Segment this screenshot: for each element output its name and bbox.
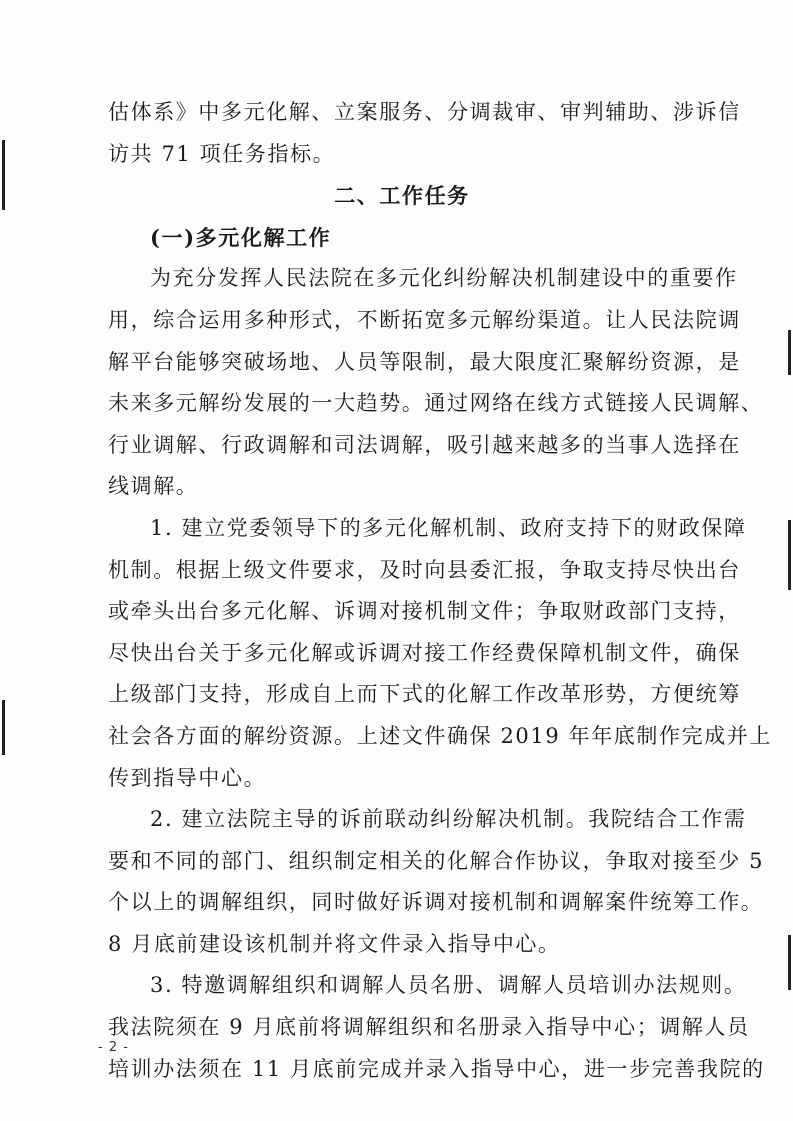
body-line: 个以上的调解组织，同时做好诉调对接机制和调解案件统筹工作。 bbox=[108, 890, 764, 915]
body-line: 要和不同的部门、组织制定相关的化解合作协议，争取对接至少 5 bbox=[108, 848, 765, 873]
scan-edge-left-2 bbox=[2, 700, 5, 755]
body-line: 我法院须在 9 月底前将调解组织和名册录入指导中心；调解人员 bbox=[108, 1015, 750, 1040]
body-line: 或牵头出台多元化解、诉调对接机制文件；争取财政部门支持， bbox=[108, 599, 741, 624]
body-line: 上级部门支持，形成自上而下式的化解工作改革形势，方便统筹 bbox=[108, 682, 741, 707]
scan-edge-right-2 bbox=[788, 520, 791, 590]
paragraph-first-line: 3. 特邀调解组织和调解人员名册、调解人员培训办法规则。 bbox=[150, 973, 747, 998]
body-line: 尽快出台关于多元化解或诉调对接工作经费保障机制文件，确保 bbox=[108, 640, 741, 665]
subsection-heading: (一)多元化解工作 bbox=[150, 224, 332, 250]
paragraph-first-line: 2. 建立法院主导的诉前联动纠纷解决机制。我院结合工作需 bbox=[150, 807, 747, 832]
scan-edge-right-1 bbox=[788, 330, 791, 375]
body-line: 机制。根据上级文件要求，及时向县委汇报，争取支持尽快出台 bbox=[108, 557, 741, 582]
body-line: 未来多元解纷发展的一大趋势。通过网络在线方式链接人民调解、 bbox=[108, 391, 764, 416]
scan-edge-left-1 bbox=[2, 140, 5, 210]
body-line: 8 月底前建设该机制并将文件录入指导中心。 bbox=[108, 931, 561, 956]
body-line: 访共 71 项任务指标。 bbox=[108, 141, 336, 166]
paragraph-first-line: 1. 建立党委领导下的多元化解机制、政府支持下的财政保障 bbox=[150, 515, 747, 540]
body-line: 培训办法须在 11 月底前完成并录入指导中心，进一步完善我院的 bbox=[108, 1056, 765, 1081]
scan-edge-right-3 bbox=[788, 935, 791, 990]
body-line: 估体系》中多元化解、立案服务、分调裁审、审判辅助、涉诉信 bbox=[108, 100, 741, 124]
document-body bbox=[108, 92, 772, 1090]
body-line: 行业调解、行政调解和司法调解，吸引越来越多的当事人选择在 bbox=[108, 432, 741, 457]
paragraph-first-line: 为充分发挥人民法院在多元化纠纷解决机制建设中的重要作 bbox=[150, 266, 738, 291]
body-line: 传到指导中心。 bbox=[108, 765, 267, 790]
section-heading: 二、工作任务 bbox=[334, 183, 470, 209]
body-line: 解平台能够突破场地、人员等限制，最大限度汇聚解纷资源，是 bbox=[108, 349, 741, 374]
page-number: - 2 - bbox=[98, 1040, 129, 1055]
body-line: 线调解。 bbox=[108, 474, 199, 499]
body-line: 社会各方面的解纷资源。上述文件确保 2019 年年底制作完成并上 bbox=[108, 723, 772, 748]
body-line: 用，综合运用多种形式，不断拓宽多元解纷渠道。让人民法院调 bbox=[108, 307, 741, 332]
